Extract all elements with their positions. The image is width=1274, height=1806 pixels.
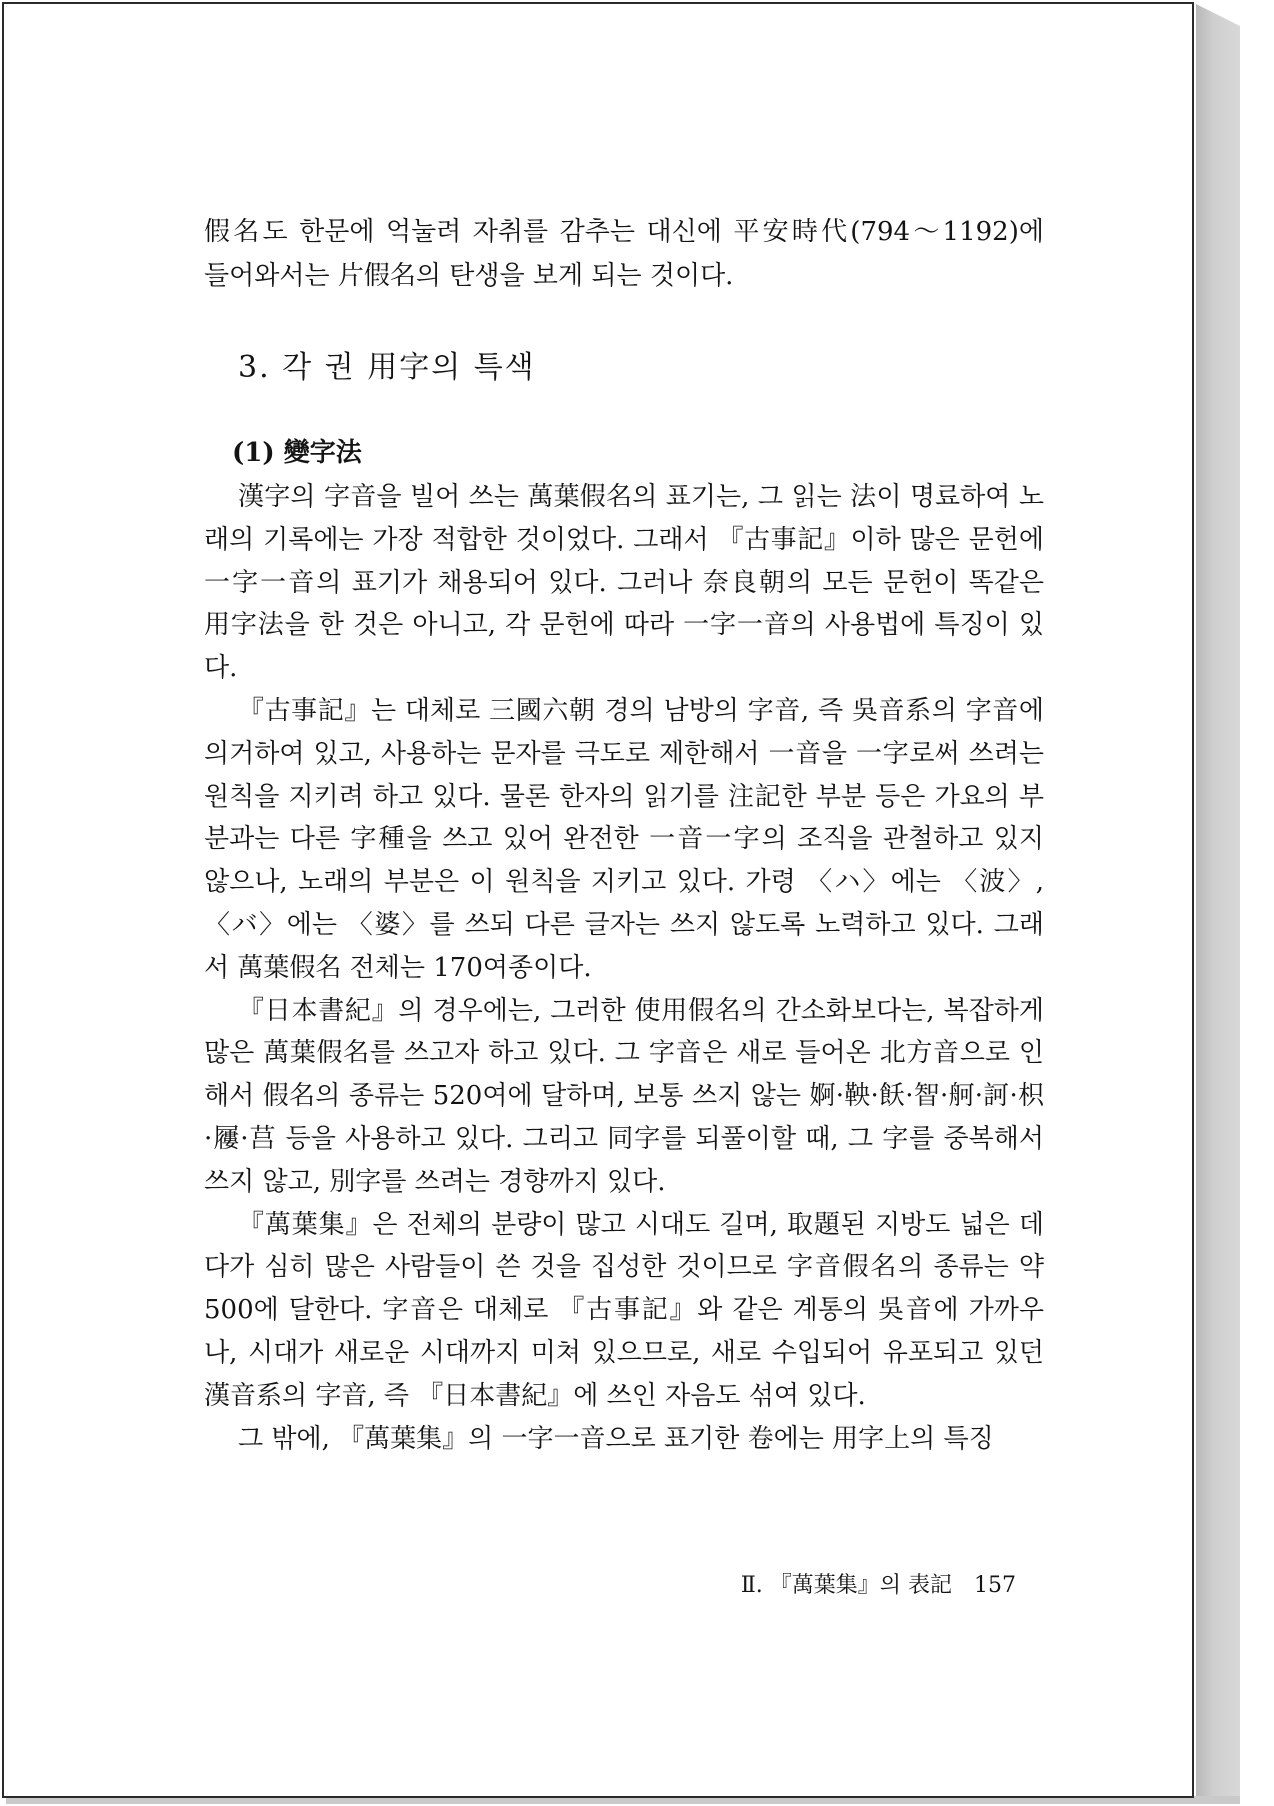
intro-line: 假名도 한문에 억눌려 자취를 감추는 대신에 平安時代(794～1192)에 [204, 217, 1044, 247]
running-title: Ⅱ. 『萬葉集』의 表記 [740, 1573, 952, 1598]
body-paragraph: 『萬葉集』은 전체의 분량이 많고 시대도 길며, 取題된 지방도 넓은 데다가 심히 많은 사람들이 쓴 것을 집성한 것이므로 字音假名의 종류는 약 500에 달한다. 字音은 대체로 『古事記』와 같은 계통의 吳音에 가까우나, 시대가 새로운 시대까지 미쳐 있으므로, 새로 수입되어 유포되고 있던 漢音系의 字音, 즉 『日本書紀』에 쓰인 자음도 섞여 있다. [204, 1209, 1044, 1411]
body-paragraph: 『日本書紀』의 경우에는, 그러한 使用假名의 간소화보다는, 복잡하게 많은 萬葉假名를 쓰고자 하고 있다. 그 字音은 새로 들어온 北方音으로 인해서 假名의 종류는 520여에 달하며, 보통 쓰지 않는 婀·鞅·飫·智·舸·訶·枳·屨·莒 등을 사용하고 있다. 그리고 同字를 되풀이할 때, 그 字를 중복해서 쓰지 않고, 別字를 쓰려는 경향까지 있다. [204, 995, 1044, 1197]
page-footer [204, 1566, 1016, 1606]
book-edge-right [1196, 4, 1240, 1802]
section-heading: 3. 각 권 用字의 특색 [238, 350, 536, 385]
body-paragraph: 『古事記』는 대체로 三國六朝 경의 남방의 字音, 즉 吳音系의 字音에 의거하여 있고, 사용하는 문자를 극도로 제한해서 一音을 一字로써 쓰려는 원칙을 지키려 하고 있다. 물론 한자의 읽기를 注記한 부분 등은 가요의 부분과는 다른 字種을 쓰고 있어 완전한 一音一字의 조직을 관철하고 있지 않으나, 노래의 부분은 이 원칙을 지키고 있다. 가령 〈ハ〉에는 〈波〉, 〈バ〉에는 〈婆〉를 쓰되 다른 글자는 쓰지 않도록 노력하고 있다. 그래서 萬葉假名 전체는 170여종이다. [204, 695, 1044, 983]
subsection-heading: (1) 變字法 [232, 438, 362, 468]
book-page [2, 2, 1194, 1798]
body-paragraph: 漢字의 字音을 빌어 쓰는 萬葉假名의 표기는, 그 읽는 法이 명료하여 노래의 기록에는 가장 적합한 것이었다. 그래서 『古事記』이하 많은 문헌에 一字一音의 표기가 채용되어 있다. 그러나 奈良朝의 모든 문헌이 똑같은 用字法을 한 것은 아니고, 각 문헌에 따라 一字一音의 사용법에 특징이 있다. [204, 482, 1044, 684]
page-number: 157 [974, 1573, 1016, 1598]
intro-line: 들어와서는 片假名의 탄생을 보게 되는 것이다. [204, 261, 734, 291]
page-body [204, 210, 1044, 1460]
body-paragraph: 그 밖에, 『萬葉集』의 一字一音으로 표기한 卷에는 用字上의 특징 [238, 1423, 994, 1454]
intro-text [204, 210, 1044, 298]
